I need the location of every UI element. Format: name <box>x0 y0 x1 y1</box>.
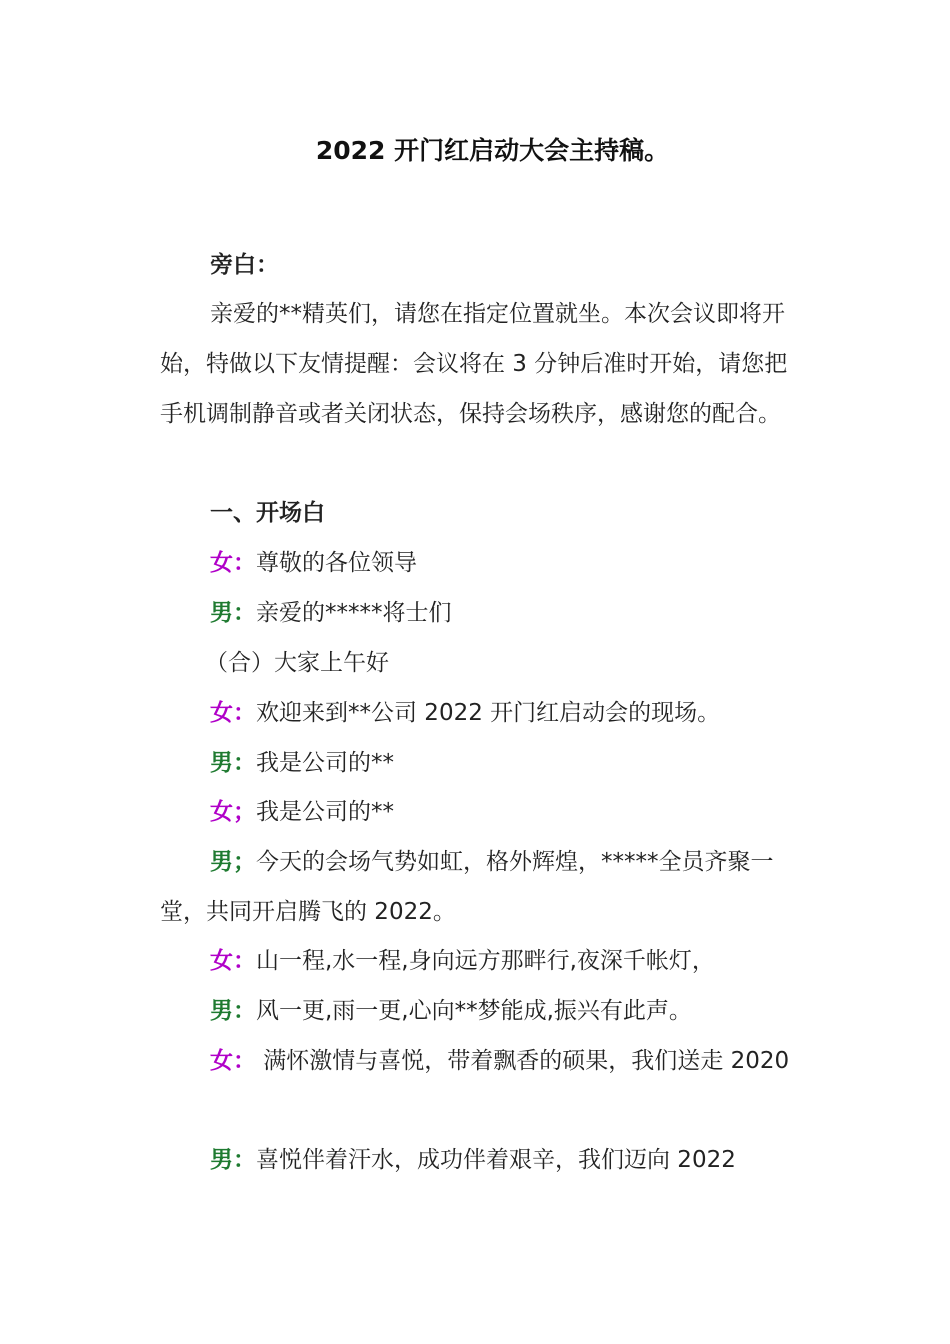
speaker-label-male: 男： <box>210 1147 256 1173</box>
dialogue-line <box>210 787 394 837</box>
dialogue-line <box>210 986 692 1036</box>
dialogue-text: （合）大家上午好 <box>205 650 389 676</box>
dialogue-line <box>210 1135 736 1185</box>
dialogue-text: 欢迎来到**公司 2022 开门红启动会的现场。 <box>256 700 721 726</box>
dialogue-text: 我是公司的** <box>256 799 394 825</box>
dialogue-text: 亲爱的*****将士们 <box>256 600 452 626</box>
dialogue-line <box>210 936 715 986</box>
speaker-label-female: 女； <box>210 799 256 825</box>
dialogue-line <box>210 588 452 638</box>
speaker-label-female: 女： <box>210 700 256 726</box>
dialogue-line <box>210 538 417 588</box>
speaker-label-female: 女： <box>210 1048 256 1074</box>
speaker-label-male: 男： <box>210 998 256 1024</box>
speaker-label-female: 女： <box>210 948 256 974</box>
dialogue-text: 喜悦伴着汗水，成功伴着艰辛，我们迈向 2022 <box>256 1147 736 1173</box>
dialogue-paragraph <box>160 1036 792 1086</box>
dialogue-text: 山一程,水一程,身向远方那畔行,夜深千帐灯， <box>256 948 715 974</box>
speaker-label-female: 女： <box>210 550 256 576</box>
speaker-label-male: 男； <box>210 849 256 875</box>
section-heading-opening: 一、开场白 <box>210 500 325 526</box>
speaker-label-male: 男： <box>210 600 256 626</box>
dialogue-line <box>205 638 389 688</box>
page-title: 2022 开门红启动大会主持稿。 <box>315 136 670 165</box>
narration-paragraph: 亲爱的**精英们，请您在指定位置就坐。本次会议即将开始，特做以下友情提醒：会议将在 3 分钟后准时开始，请您把手机调制静音或者关闭状态，保持会场秩序，感谢您的配合。 <box>160 301 788 427</box>
dialogue-line <box>210 688 720 738</box>
narration-heading: 旁白： <box>210 252 279 278</box>
dialogue-text: 满怀激情与喜悦，带着飘香的硕果，我们送走 2020 <box>256 1048 790 1074</box>
dialogue-paragraph <box>160 837 792 937</box>
dialogue-text: 今天的会场气势如虹，格外辉煌，*****全员齐聚一堂，共同开启腾飞的 2022。 <box>160 849 774 925</box>
dialogue-text: 风一更,雨一更,心向**梦能成,振兴有此声。 <box>256 998 692 1024</box>
speaker-label-male: 男： <box>210 750 256 776</box>
dialogue-text: 尊敬的各位领导 <box>256 550 417 576</box>
dialogue-text: 我是公司的** <box>256 750 394 776</box>
dialogue-line <box>210 738 394 788</box>
